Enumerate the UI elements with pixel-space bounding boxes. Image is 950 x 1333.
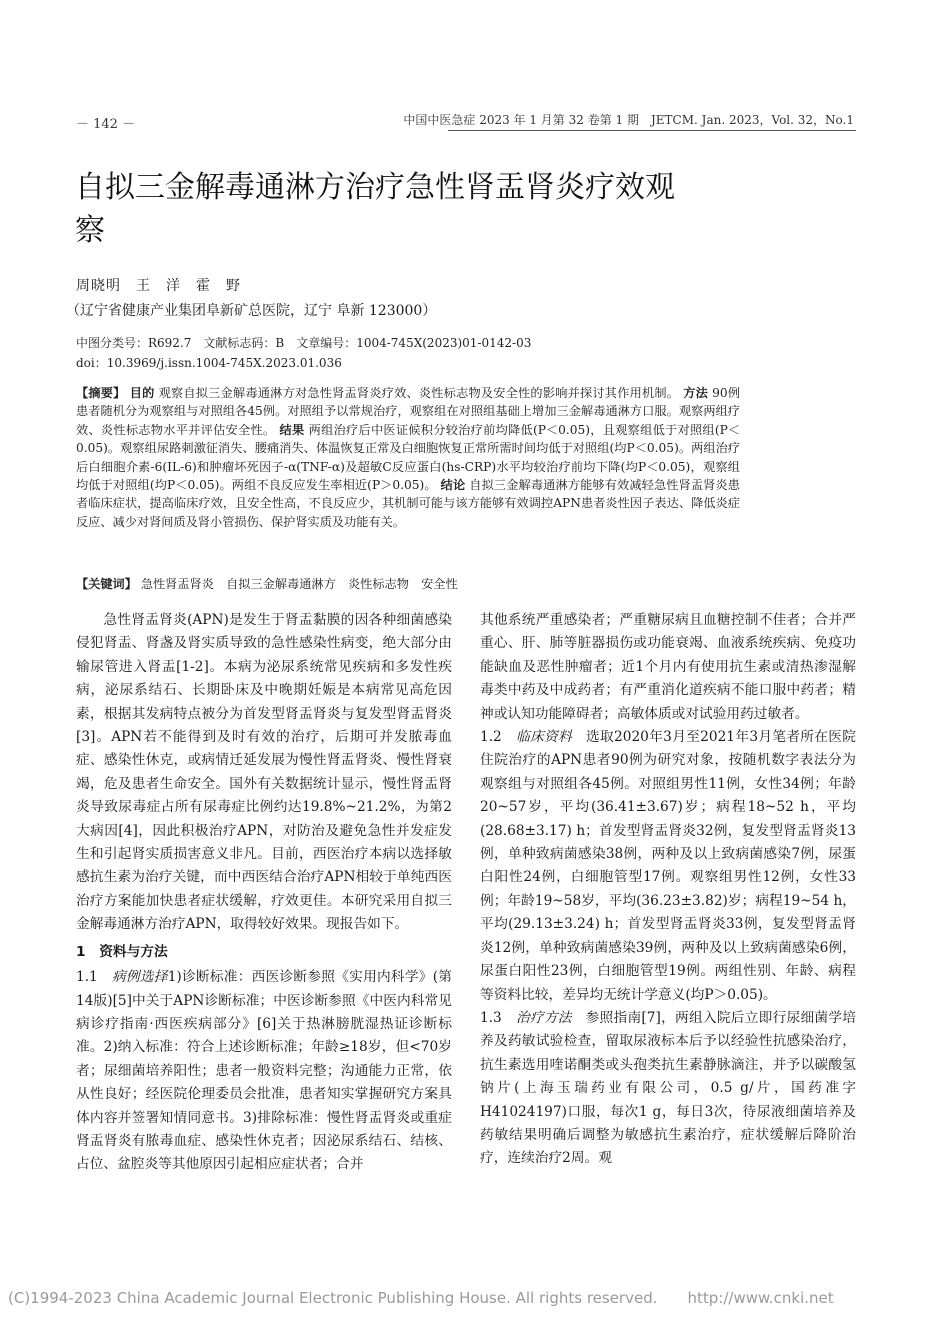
classification-line: 中图分类号：R692.7 文献标志码：B 文章编号：1004-745X(2023)01-0142-03: [76, 336, 532, 350]
article-title: 自拟三金解毒通淋方治疗急性肾盂肾炎疗效观察: [75, 170, 675, 248]
keywords: [76, 575, 740, 592]
abstract-objective-heading: 目的: [129, 386, 155, 400]
affiliation: （辽宁省健康产业集团阜新矿总医院，辽宁 阜新 123000）: [66, 303, 437, 319]
abstract-conclusion: 自拟三金解毒通淋方能够有效减轻急性肾盂肾炎患者临床症状，提高临床疗效，且安全性高，不良反应少，其机制可能与该方能够有效调控APN患者炎性因子表达、降低炎症反应、减少对肾间质及肾小管损伤、保护肾实质及功能有关。: [76, 478, 740, 529]
section-1-3-text: 参照指南[7]，两组入院后立即行尿细菌学培养及药敏试验检查，留取尿液标本后予以经验性抗感染治疗，抗生素选用喹诺酮类或头孢类抗生素静脉滴注，并予以碳酸氢钠片(上海玉瑞药业有限公司，0.5 g/片，国药准字H41024197)口服，每次1 g，每日3次，待尿液细菌培养及药敏结果明确后调整为敏感抗生素治疗，症状缓解后降阶治疗，连续治疗2周。观: [480, 1009, 856, 1167]
keywords-label: 【关键词】: [76, 577, 137, 591]
abstract-objective: 观察自拟三金解毒通淋方对急性肾盂肾炎疗效、炎性标志物及安全性的影响并探讨其作用机制。: [158, 386, 680, 400]
section-1-3-title: 治疗方法: [515, 1009, 572, 1026]
copyright-footer: (C)1994-2023 China Academic Journal Electronic Publishing House. All rights reserved. http://www.cnki.net: [8, 1289, 834, 1307]
header-rule: [448, 130, 856, 131]
section-1-2-title: 临床资料: [516, 729, 573, 746]
page-number: － 142 －: [76, 117, 136, 132]
section-heading-1: 1 资料与方法: [76, 943, 168, 960]
authors: 周晓明 王 洋 霍 野: [76, 278, 241, 294]
section-1-2-number: 1.2: [480, 729, 517, 746]
section-1-1-number: 1.1: [76, 969, 112, 986]
section-1-1: [76, 966, 452, 1177]
doi-line: doi：10.3969/j.issn.1004-745X.2023.01.036: [76, 356, 342, 370]
section-1-1-text: 1)诊断标准：西医诊断参照《实用内科学》(第14版)[5]中关于APN诊断标准；中医诊断参照《中医内科常见病诊疗指南·西医疾病部分》[6]关于热淋膀胱湿热证诊断标准。2)纳入标准：符合上述诊断标准；年龄≥18岁，但<70岁者；尿细菌培养阳性；患者一般资料完整；沟通能力正常，依从性良好；经医院伦理委员会批准，患者知实掌握研究方案具体内容并签署知情同意书。3)排除标准：慢性肾盂肾炎或重症肾盂肾炎有脓毒血症、感染性休克者；因泌尿系结石、结核、占位、盆腔炎等其他原因引起相应症状者；合并: [76, 969, 452, 1173]
section-1-1-title: 病例选择: [111, 969, 168, 986]
abstract-conclusion-heading: 结论: [440, 478, 466, 493]
exclusion-continued: 其他系统严重感染者；严重糖尿病且血糖控制不佳者；合并严重心、肝、肺等脏器损伤或功能衰竭、血液系统疾病、免疫功能缺血及恶性肿瘤者；近1个月内有使用抗生素或清热渗湿解毒类中药及中成药者；有严重消化道疾病不能口服中药者；精神或认知功能障碍者；高敏体质或对试验用药过敏者。: [480, 612, 856, 722]
abstract-results-heading: 结果: [279, 422, 305, 437]
abstract-label: 【摘要】: [76, 386, 126, 400]
section-1-2: [480, 726, 856, 1007]
intro-paragraph: 急性肾盂肾炎(APN)是发生于肾盂黏膜的因各种细菌感染侵犯肾盂、肾盏及肾实质导致的急性感染性病变，绝大部分由输尿管进入肾盂[1-2]。本病为泌尿系统常见疾病和多发性疾病，泌尿系结石、长期卧床及中晚期妊娠是本病常见高危因素，根据其发病特点被分为首发型肾盂肾炎与复发型肾盂肾炎[3]。APN若不能得到及时有效的治疗，后期可并发脓毒血症、感染性休克，或病情迁延发展为慢性肾盂肾炎、慢性肾衰竭，危及患者生命安全。国外有关数据统计显示，慢性肾盂肾炎导致尿毒症占所有尿毒症比例约达19.8%~21.2%，为第2大病因[4]，因此积极治疗APN，对防治及避免急性并发症发生和引起肾实质损害意义非凡。目前，西医治疗本病以选择敏感抗生素为治疗关键，而中西医结合治疗APN相较于单纯西医治疗方案能加快患者症状缓解，疗效更佳。本研究采用自拟三金解毒通淋方治疗APN，取得较好效果。现报告如下。: [76, 612, 452, 933]
journal-running-header: 中国中医急症 2023 年 1 月第 32 卷第 1 期 JETCM. Jan. 2023，Vol. 32，No.1: [403, 113, 854, 127]
right-column: [480, 609, 856, 1171]
keywords-text: 急性肾盂肾炎 自拟三金解毒通淋方 炎性标志物 安全性: [140, 577, 458, 591]
section-1-3: [480, 1007, 856, 1171]
section-1-2-text: 选取2020年3月至2021年3月笔者所在医院住院治疗的APN患者90例为研究对象，按随机数字表法分为观察组与对照组各45例。对照组男性11例，女性34例；年龄20~57岁，平均(36.41±3.67)岁；病程18~52 h，平均(28.68±3.17) h；首发型肾盂肾炎32例，复发型肾盂肾炎13例，单种致病菌感染38例，两种及以上致病菌感染7例，尿蛋白阳性24例，白细胞管型17例。观察组男性12例，女性33例；年龄19~58岁，平均(36.23±3.82)岁；病程19~54 h，平均(29.13±3.24) h；首发型肾盂肾炎33例，复发型肾盂肾炎12例，单种致病菌感染39例，两种及以上致病菌感染6例，尿蛋白阳性23例，白细胞管型19例。两组性别、年龄、病程等资料比较，差异均无统计学意义(均P＞0.05)。: [480, 729, 856, 1003]
abstract: [76, 384, 740, 531]
left-column: [76, 609, 452, 1177]
abstract-results: 两组治疗后中医证候积分较治疗前均降低(P＜0.05)，且观察组低于对照组(P＜0.05)。观察组尿路刺激征消失、腰痛消失、体温恢复正常及白细胞恢复正常所需时间均低于对照组(均P＜0.05)。两组治疗后白细胞介素-6(IL-6)和肿瘤坏死因子-α(TNF-α)及超敏C反应蛋白(hs-CRP)水平均较治疗前均下降(均P＜0.05)，观察组均低于对照组(均P＜0.05)。两组不良反应发生率相近(P＞0.05)。: [76, 422, 741, 493]
abstract-methods: 90例患者随机分为观察组与对照组各45例。对照组予以常规治疗，观察组在对照组基础上增加三金解毒通淋方口服。观察两组疗效、炎性标志物水平并评估安全性。: [76, 386, 741, 437]
abstract-methods-heading: 方法: [683, 386, 709, 400]
section-1-3-number: 1.3: [480, 1009, 516, 1026]
